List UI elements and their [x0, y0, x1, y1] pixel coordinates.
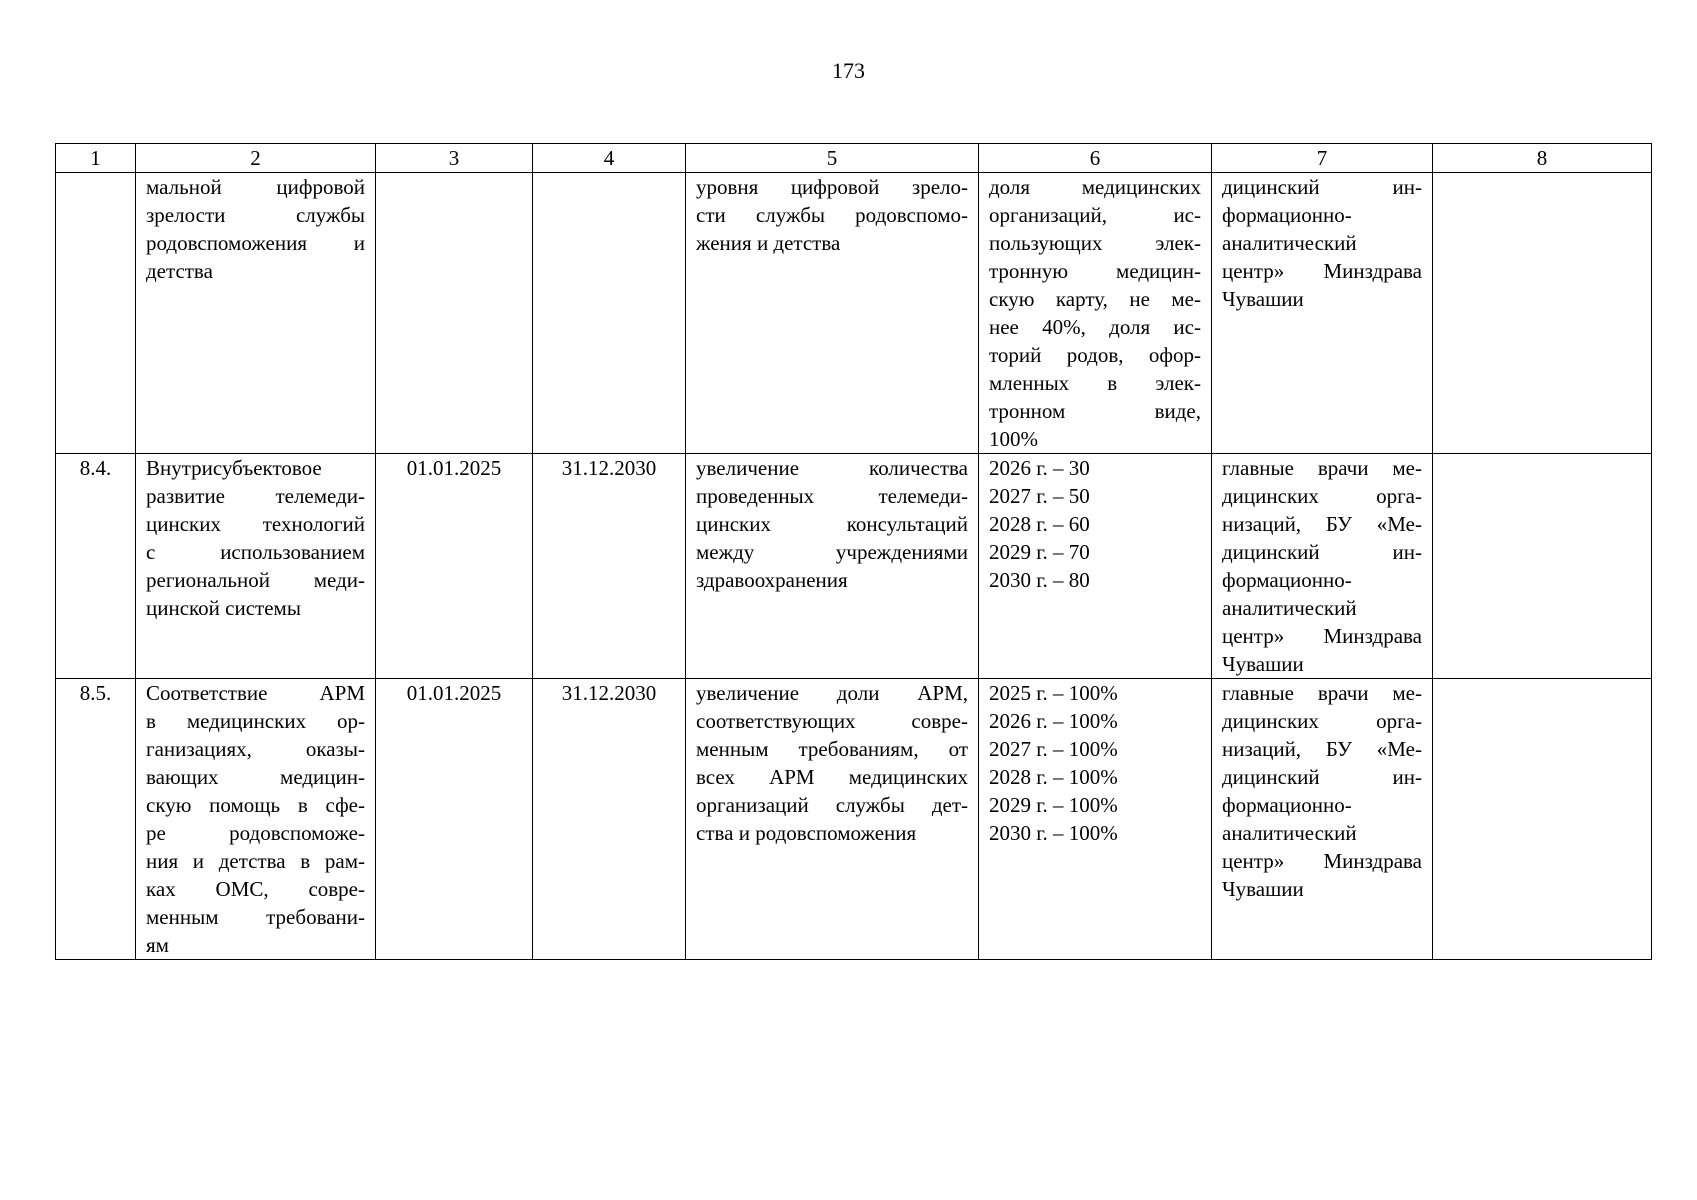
column-header: 4 [533, 144, 686, 173]
cell-line: ре родовспоможе- [146, 821, 365, 845]
table-row [56, 679, 1652, 960]
cell-line: тронном виде, [989, 399, 1201, 423]
cell-line: формационно- [1222, 793, 1352, 817]
cell-line: скую карту, не ме- [989, 287, 1201, 311]
cell-responsible [1212, 173, 1433, 454]
cell-note [1433, 173, 1652, 454]
cell-line: менным требованиям, от [696, 737, 968, 761]
column-header: 5 [686, 144, 979, 173]
cell-line: цинских консультаций [696, 512, 968, 536]
cell-indicator [979, 454, 1212, 679]
cell-line: торий родов, офор- [989, 343, 1201, 367]
cell-line: 2028 г. – 60 [989, 512, 1090, 536]
cell-line: менным требовани- [146, 905, 365, 929]
cell-line: родовспоможения и [146, 231, 365, 255]
cell-line: аналитический [1222, 231, 1357, 255]
cell-line: в медицинских ор- [146, 709, 365, 733]
cell-responsible [1212, 454, 1433, 679]
cell-line: 100% [989, 427, 1038, 451]
cell-line: центр» Минздрава [1222, 259, 1422, 283]
cell-line: жения и детства [696, 231, 841, 255]
activities-table [55, 143, 1652, 960]
cell-number [56, 173, 136, 454]
cell-end-date [533, 173, 686, 454]
cell-number: 8.5. [56, 679, 136, 960]
cell-line: нее 40%, доля ис- [989, 315, 1201, 339]
cell-note [1433, 454, 1652, 679]
cell-line: дицинских орга- [1222, 484, 1422, 508]
cell-line: аналитический [1222, 821, 1357, 845]
cell-end-date: 31.12.2030 [533, 679, 686, 960]
cell-result [686, 679, 979, 960]
cell-line: детства [146, 259, 213, 283]
cell-line: ства и родовспоможения [696, 821, 917, 845]
cell-line: проведенных телемеди- [696, 484, 968, 508]
cell-responsible [1212, 679, 1433, 960]
cell-line: дицинский ин- [1222, 765, 1422, 789]
cell-line: сти службы родовспомо- [696, 203, 968, 227]
cell-line: формационно- [1222, 568, 1352, 592]
cell-activity [136, 679, 376, 960]
cell-line: дицинский ин- [1222, 540, 1422, 564]
cell-note [1433, 679, 1652, 960]
page-number: 173 [832, 58, 865, 83]
cell-line: мленных в элек- [989, 371, 1201, 395]
cell-line: региональной меди- [146, 568, 365, 592]
cell-line: развитие телемеди- [146, 484, 365, 508]
column-header: 6 [979, 144, 1212, 173]
table-row [56, 173, 1652, 454]
cell-line: 2025 г. – 100% [989, 681, 1118, 705]
cell-line: здравоохранения [696, 568, 848, 592]
cell-line: 2029 г. – 100% [989, 793, 1118, 817]
cell-line: ганизациях, оказы- [146, 737, 365, 761]
column-header: 2 [136, 144, 376, 173]
cell-line: Чувашии [1222, 652, 1304, 676]
cell-result [686, 173, 979, 454]
cell-line: главные врачи ме- [1222, 456, 1422, 480]
cell-line: всех АРМ медицинских [696, 765, 968, 789]
cell-line: зрелости службы [146, 203, 365, 227]
cell-line: доля медицинских [989, 175, 1201, 199]
cell-number: 8.4. [56, 454, 136, 679]
cell-line: ния и детства в рам- [146, 849, 365, 873]
cell-line: соответствующих совре- [696, 709, 968, 733]
cell-line: уровня цифровой зрело- [696, 175, 968, 199]
table-row [56, 454, 1652, 679]
column-header: 7 [1212, 144, 1433, 173]
cell-line: низаций, БУ «Ме- [1222, 737, 1422, 761]
cell-line: увеличение доли АРМ, [696, 681, 968, 705]
cell-line: цинских технологий [146, 512, 365, 536]
cell-line: 2027 г. – 50 [989, 484, 1090, 508]
cell-line: Чувашии [1222, 877, 1304, 901]
cell-line: организаций службы дет- [696, 793, 968, 817]
cell-line: центр» Минздрава [1222, 624, 1422, 648]
cell-end-date: 31.12.2030 [533, 454, 686, 679]
cell-line: мальной цифровой [146, 175, 365, 199]
header-row [56, 144, 1652, 173]
cell-line: главные врачи ме- [1222, 681, 1422, 705]
cell-indicator [979, 679, 1212, 960]
cell-line: 2030 г. – 100% [989, 821, 1118, 845]
cell-line: Чувашии [1222, 287, 1304, 311]
cell-line: дицинский ин- [1222, 175, 1422, 199]
cell-indicator [979, 173, 1212, 454]
cell-line: вающих медицин- [146, 765, 365, 789]
cell-line: центр» Минздрава [1222, 849, 1422, 873]
cell-line: с использованием [146, 540, 365, 564]
cell-line: 2029 г. – 70 [989, 540, 1090, 564]
column-header: 8 [1433, 144, 1652, 173]
cell-line: 2027 г. – 100% [989, 737, 1118, 761]
cell-line: увеличение количества [696, 456, 968, 480]
cell-line: ям [146, 933, 169, 957]
cell-start-date: 01.01.2025 [376, 679, 533, 960]
cell-activity [136, 173, 376, 454]
cell-line: формационно- [1222, 203, 1352, 227]
cell-line: низаций, БУ «Ме- [1222, 512, 1422, 536]
cell-start-date [376, 173, 533, 454]
cell-line: Внутрисубъектовое [146, 456, 322, 480]
cell-line: дицинских орга- [1222, 709, 1422, 733]
cell-line: организаций, ис- [989, 203, 1201, 227]
cell-line: пользующих элек- [989, 231, 1201, 255]
cell-start-date: 01.01.2025 [376, 454, 533, 679]
cell-line: 2028 г. – 100% [989, 765, 1118, 789]
cell-result [686, 454, 979, 679]
cell-line: 2026 г. – 30 [989, 456, 1090, 480]
cell-line: аналитический [1222, 596, 1357, 620]
column-header: 3 [376, 144, 533, 173]
cell-line: 2030 г. – 80 [989, 568, 1090, 592]
cell-line: скую помощь в сфе- [146, 793, 365, 817]
cell-line: 2026 г. – 100% [989, 709, 1118, 733]
cell-line: цинской системы [146, 596, 301, 620]
column-header: 1 [56, 144, 136, 173]
cell-activity [136, 454, 376, 679]
cell-line: Соответствие АРМ [146, 681, 365, 705]
cell-line: между учреждениями [696, 540, 968, 564]
cell-line: ках ОМС, совре- [146, 877, 365, 901]
cell-line: тронную медицин- [989, 259, 1201, 283]
